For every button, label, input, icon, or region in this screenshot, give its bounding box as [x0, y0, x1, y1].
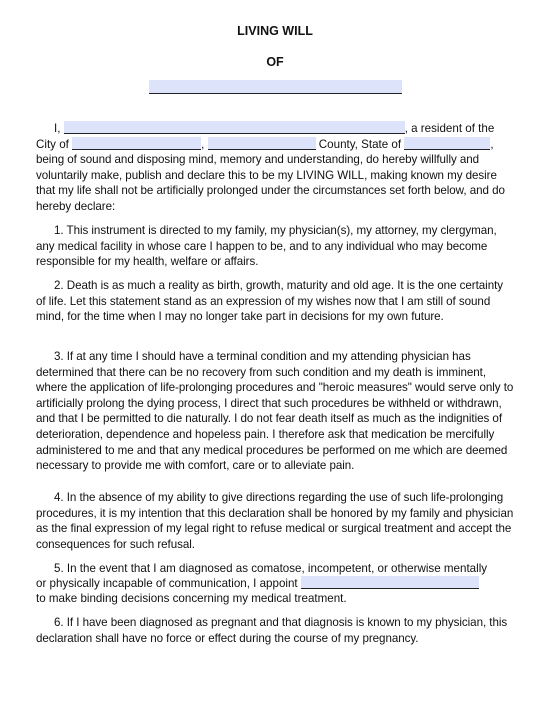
county-field[interactable]	[208, 137, 316, 150]
county-state-label: County, State of	[318, 138, 402, 151]
appoint-label: or physically incapable of communication, I appoint	[36, 577, 298, 590]
paragraph-3: 3. If at any time I should have a terminal condition and my attending physician has determined that there can be no recovery from such condition and my death is imminent, where the application of life-prolonging procedures and "heroic measures" would serve only to artificially prolong the dying process, I direct that such procedures be withheld or withdrawn, and that I be permitted to die naturally. I do not fear death itself as much as the indignities of deterioration, dependence and hopeless pain. I therefore ask that medication be mercifully administered to me and that any medical procedures be performed on me which are deemed necessary to provide me with comfort, care or to alleviate pain.	[36, 350, 514, 473]
resident-label: , a resident of the	[404, 122, 495, 135]
paragraph-5-line-2	[36, 576, 479, 592]
paragraph-5-line-1: 5. In the event that I am diagnosed as comatose, incompetent, or otherwise mentally	[54, 562, 488, 575]
paragraph-5-line-3: to make binding decisions concerning my medical treatment.	[36, 592, 347, 605]
resident-name-field[interactable]	[64, 121, 405, 134]
end-comma: ,	[490, 138, 494, 151]
intro-line-2	[36, 137, 494, 153]
city-field[interactable]	[72, 137, 201, 150]
paragraph-6: 6. If I have been diagnosed as pregnant and that diagnosis is known to my physician, this declaration shall have no force or effect during the course of my pregnancy.	[36, 616, 508, 645]
comma: ,	[201, 138, 205, 151]
intro-line-1	[36, 121, 494, 137]
document-title: LIVING WILL	[237, 24, 313, 38]
paragraph-2: 2. Death is as much a reality as birth, growth, maturity and old age. It is the one certainty of life. Let this statement stand as an expression of my wishes now that I am still of sound mind, for the time when I may no longer take part in decisions for my own future.	[36, 279, 504, 324]
intro-body: being of sound and disposing mind, memory and understanding, do hereby willfully and voluntarily make, publish and declare this to be my LIVING WILL, making known my desire that my life shall not be artificially prolonged under the circumstances set forth below, and do hereby declare:	[36, 153, 505, 213]
state-field[interactable]	[404, 137, 490, 150]
city-label: City of	[36, 138, 69, 151]
i-label: I,	[54, 122, 61, 135]
paragraph-1: 1. This instrument is directed to my family, my physician(s), my attorney, my clergyman, any medical facility in whose care I happen to be, and to any individual who may become responsible for my health, welfare or affairs.	[36, 224, 497, 269]
paragraph-4: 4. In the absence of my ability to give directions regarding the use of such life-prolonging procedures, it is my intention that this declaration shall be honored by my family and physician as the final expression of my legal right to refuse medical or surgical treatment and accept the consequences for such refusal.	[36, 491, 514, 551]
appointee-field[interactable]	[301, 576, 479, 589]
declarant-name-field[interactable]	[149, 80, 402, 94]
of-heading: OF	[266, 55, 284, 69]
